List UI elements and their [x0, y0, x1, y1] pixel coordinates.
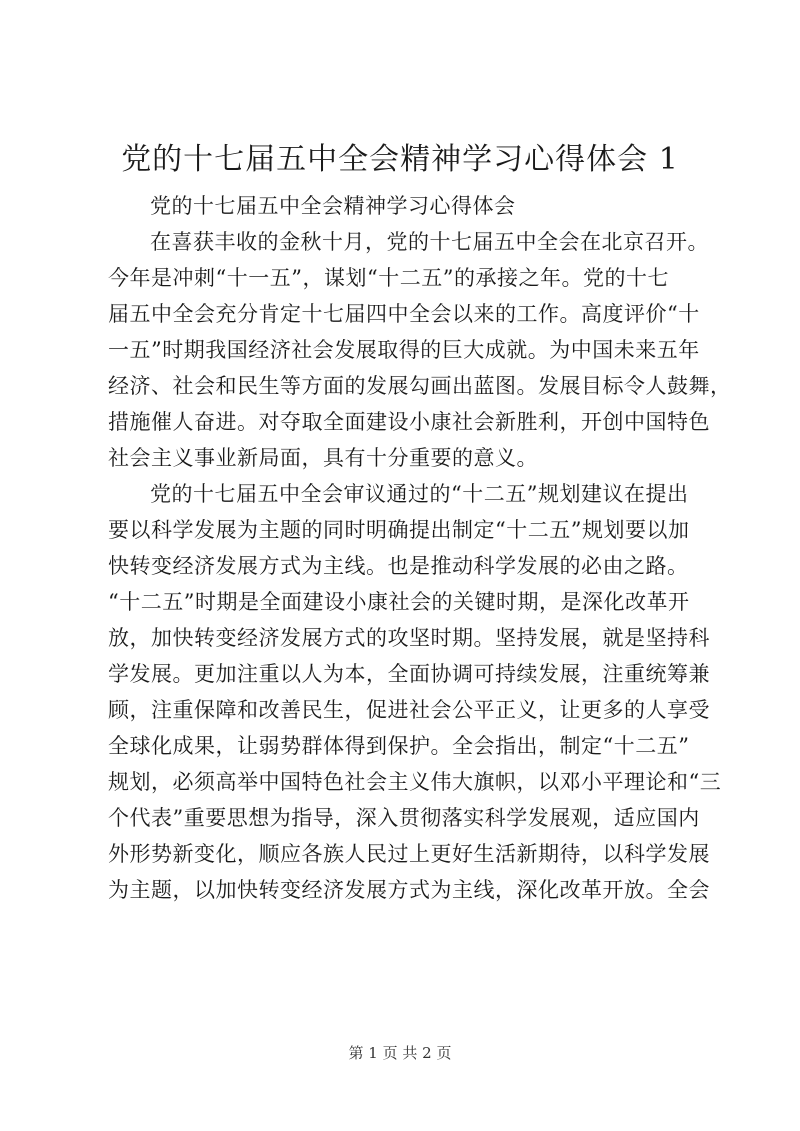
paragraph-line: 党的十七届五中全会审议通过的“十二五”规划建议在提出: [150, 482, 689, 506]
paragraph-line: 措施催人奋进。对夺取全面建设小康社会新胜利，开创中国特色: [108, 410, 710, 434]
paragraph-line: 在喜获丰收的金秋十月，党的十七届五中全会在北京召开。: [150, 230, 709, 254]
paragraph-line: 经济、社会和民生等方面的发展勾画出蓝图。发展目标令人鼓舞，: [108, 374, 732, 398]
document-subtitle: 党的十七届五中全会精神学习心得体会: [150, 194, 516, 218]
paragraph-line: 全球化成果，让弱势群体得到保护。全会指出，制定“十二五”: [108, 734, 690, 758]
paragraph-line: 学发展。更加注重以人为本，全面协调可持续发展，注重统筹兼: [108, 662, 710, 686]
paragraph-line: 顾，注重保障和改善民生，促进社会公平正义，让更多的人享受: [108, 698, 710, 722]
paragraph-line: 一五”时期我国经济社会发展取得的巨大成就。为中国未来五年: [108, 338, 700, 362]
paragraph-line: 个代表”重要思想为指导，深入贯彻落实科学发展观，适应国内: [108, 806, 700, 830]
document-body: [108, 188, 732, 908]
page-footer: 第 1 页 共 2 页: [348, 1044, 452, 1062]
paragraph-line: “十二五”时期是全面建设小康社会的关键时期，是深化改革开: [108, 590, 690, 614]
paragraph-line: 今年是冲刺“十一五”，谋划“十二五”的承接之年。党的十七: [108, 266, 669, 290]
paragraph-line: 放，加快转变经济发展方式的攻坚时期。坚持发展，就是坚持科: [108, 626, 710, 650]
paragraph-line: 快转变经济发展方式为主线。也是推动科学发展的必由之路。: [108, 554, 689, 578]
paragraph-line: 要以科学发展为主题的同时明确提出制定“十二五”规划要以加: [108, 518, 690, 542]
paragraph-line: 届五中全会充分肯定十七届四中全会以来的工作。高度评价“十: [108, 302, 700, 326]
paragraph-2: [108, 476, 722, 908]
paragraph-1: [108, 224, 732, 476]
document-title: 党的十七届五中全会精神学习心得体会 1: [121, 142, 679, 177]
paragraph-line: 为主题，以加快转变经济发展方式为主线，深化改革开放。全会: [108, 878, 710, 902]
paragraph-line: 规划，必须高举中国特色社会主义伟大旗帜，以邓小平理论和“三: [108, 770, 722, 794]
paragraph-line: 社会主义事业新局面，具有十分重要的意义。: [108, 446, 538, 470]
paragraph-line: 外形势新变化，顺应各族人民过上更好生活新期待，以科学发展: [108, 842, 710, 866]
